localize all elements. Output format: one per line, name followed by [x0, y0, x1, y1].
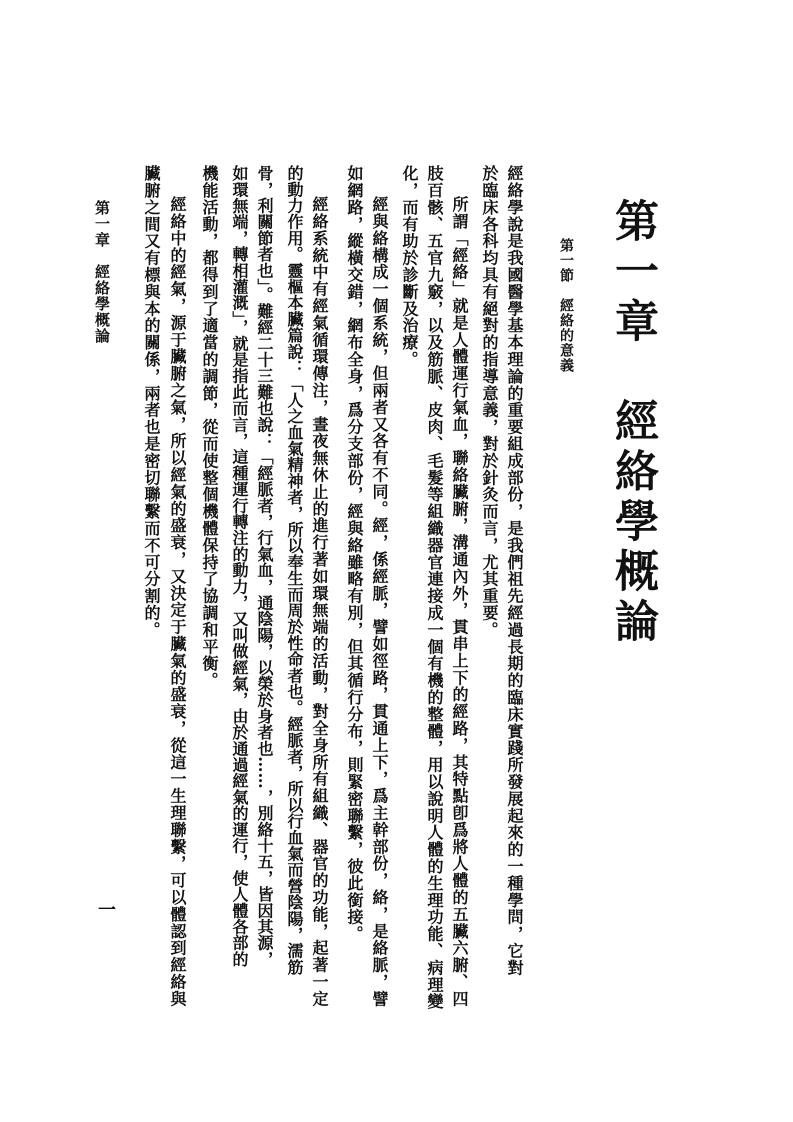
text-line: 如環無端，轉相灌溉」，就是指此而言，這種運行轉注的動力，又叫做經氣，由於通過經氣的運行，使人體各部的: [230, 165, 249, 967]
section-title: 第一節 經絡的意義: [558, 238, 574, 373]
text-line: 如網路，縱橫交錯，網布全身，爲分支部份，經與絡雖略有別，但其循行分布，則緊密聯繫，彼此銜接。: [345, 165, 364, 943]
text-line: 經與絡構成一個系統，但兩者又各有不同。經，係經脈，譬如徑路，貫通上下，爲主幹部份，絡，是絡脈，譬: [370, 196, 389, 1008]
text-line: 經絡中的經氣，源于臟腑之氣，所以經氣的盛衰，又決定于臟氣的盛衰，從這一生理聯繫，可以體認到經絡與: [168, 196, 187, 1008]
text-line: 的動力作用。靈樞本臟篇說：「人之血氣精神者，所以奉生而周於性命者也。經脈者，所以行血氣而營陰陽，濡筋: [285, 165, 304, 975]
text-line: 化，而有助於診斷及治療。: [400, 165, 419, 368]
text-line: 經絡學說是我國醫學基本理論的重要組成部份，是我們祖先經過長期的臨床實踐所發展起來的一種學問，它對: [505, 165, 524, 977]
chapter-title: 第一章 經絡學概論: [607, 198, 658, 648]
text-line: 臟腑之間又有標與本的關係，兩者也是密切聯繫而不可分割的。: [142, 165, 161, 639]
text-line: 機能活動，都得到了適當的調節，從而使整個機體保持了協調和平衡。: [200, 165, 219, 689]
running-footer: 第一章 經絡學概論: [93, 200, 111, 344]
text-line: 所謂「經絡」就是人體運行氣血，聯絡臟腑，溝通內外，貫串上下的經路，其特點卽爲將人體的五臟六腑、四: [450, 196, 469, 1008]
page-number: 一: [95, 900, 116, 918]
text-line: 骨，利關節者也」。難經二十三難也說：「經脈者，行氣血，通陰陽，以榮於身者也……，別絡十五，皆因其源，: [255, 165, 274, 967]
text-line: 於臨床各科均具有絕對的指導意義，對於針灸而言，尤其重要。: [480, 165, 499, 639]
text-line: 經絡系統中有經氣循環傳注，晝夜無休止的進行著如環無端的活動，對全身所有組織、器官的功能，起著一定: [310, 196, 329, 1008]
text-line: 肢百骸、五官九竅，以及筋脈、皮肉、毛髮等組織器官連接成一個有機的整體，用以說明人體的生理功能、病理變: [425, 165, 444, 1010]
